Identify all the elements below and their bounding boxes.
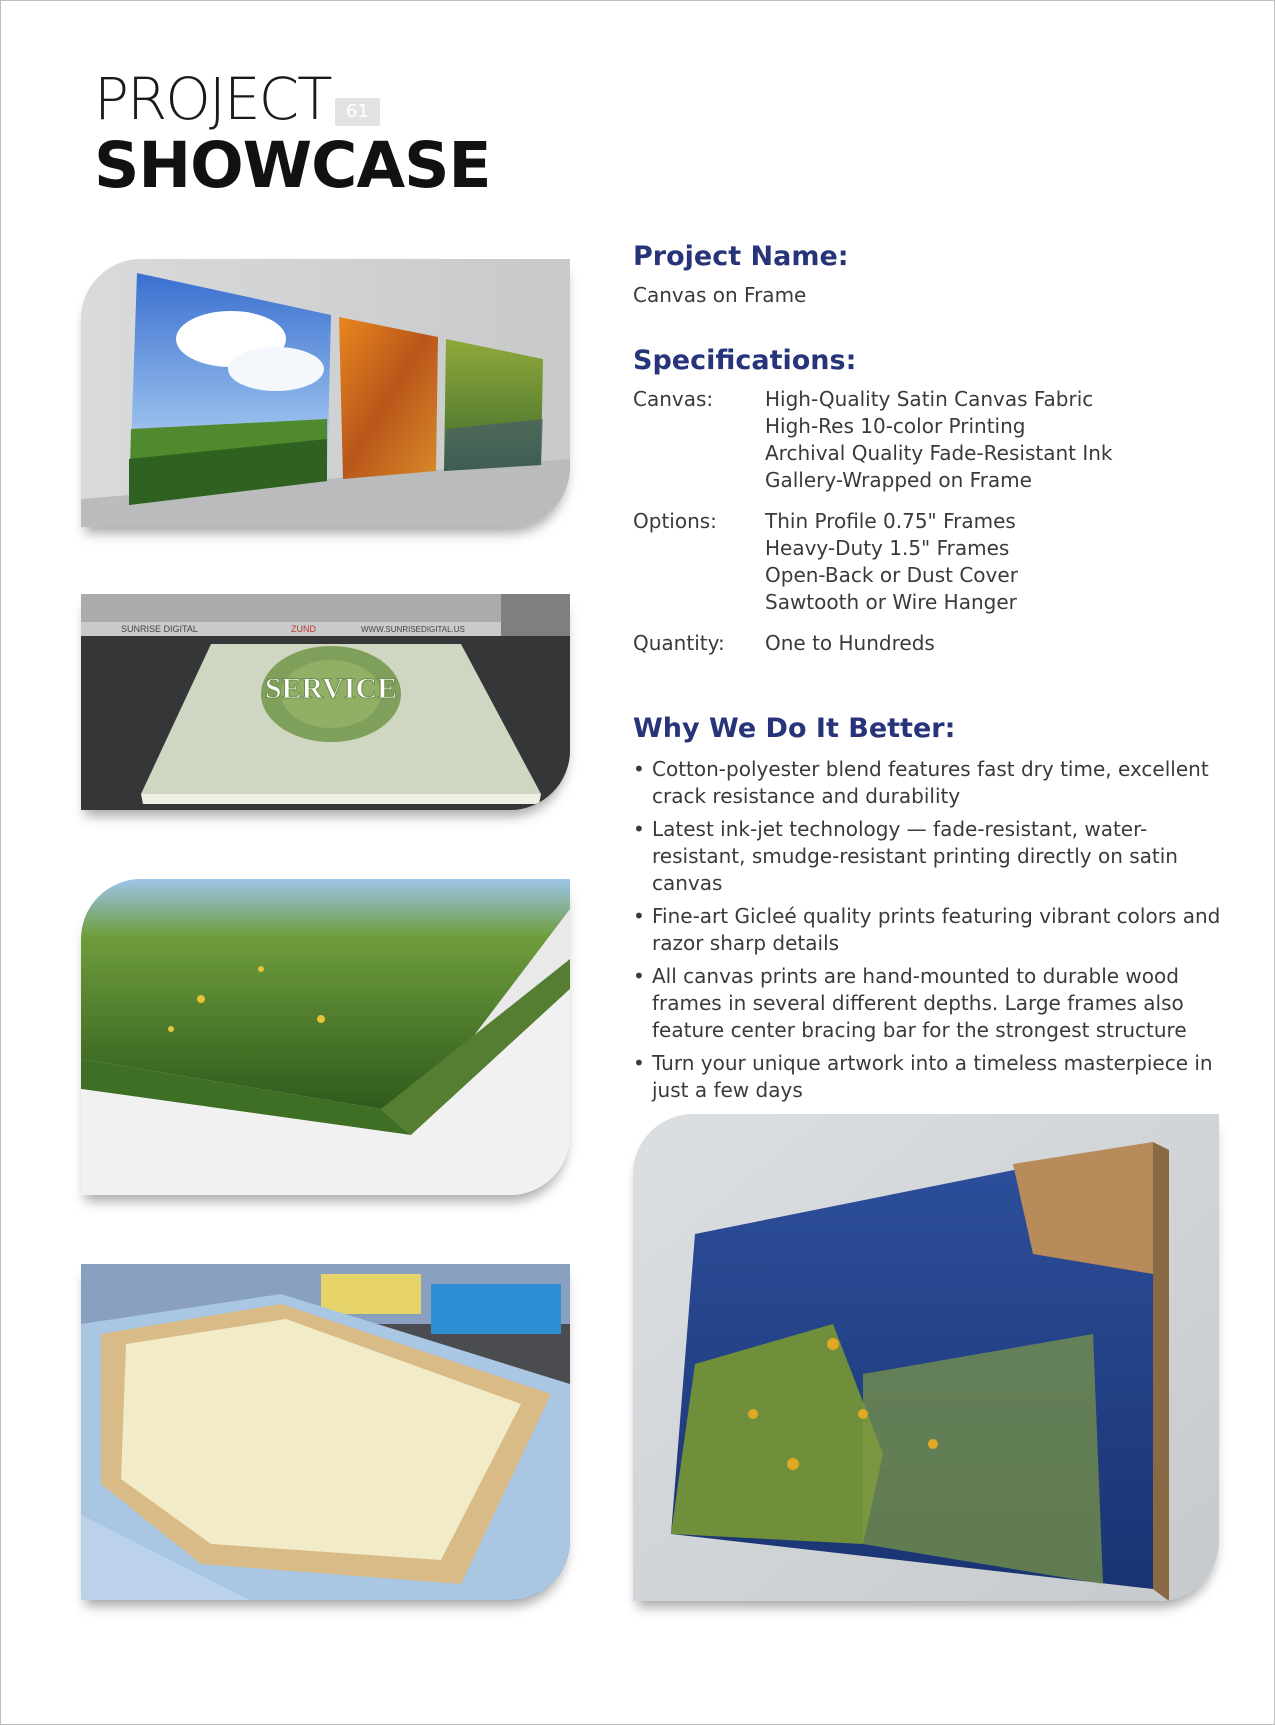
spec-value: High-Quality Satin Canvas Fabric [765, 387, 1094, 411]
photo-canvas-back-frame [81, 1264, 570, 1600]
bullet-item [633, 756, 1223, 810]
machine-url-label: WWW.SUNRISEDIGITAL.US [361, 625, 465, 634]
bullet-text: Latest ink-jet technology — fade-resistant, water-resistant, smudge-resistant printing directly on satin canvas [652, 817, 1178, 895]
spec-value: Thin Profile 0.75" Frames [765, 509, 1016, 533]
spec-value: Sawtooth or Wire Hanger [765, 590, 1017, 614]
machine-brand-label: SUNRISE DIGITAL [121, 624, 198, 634]
project-name-heading: Project Name: [633, 241, 849, 272]
photo-flatbed-printer [81, 594, 570, 810]
why-bullet-list [633, 756, 1223, 1110]
spec-label: Quantity: [633, 631, 725, 655]
bullet-text: Cotton-polyester blend features fast dry time, excellent crack resistance and durability [652, 757, 1209, 808]
spec-value: Archival Quality Fade-Resistant Ink [765, 441, 1113, 465]
bullet-text: Fine-art Gicleé quality prints featuring vibrant colors and razor sharp details [652, 904, 1221, 955]
bullet-text: Turn your unique artwork into a timeless masterpiece in just a few days [652, 1051, 1213, 1102]
machine-label: ZUND [291, 624, 316, 634]
specifications-heading: Specifications: [633, 345, 857, 376]
title-line-1: PROJECT [94, 65, 331, 133]
page-number-badge: 61 [335, 98, 380, 126]
bullet-text: All canvas prints are hand-mounted to durable wood frames in several different depths. Large frames also feature center bracing bar for the strongest structure [652, 964, 1187, 1042]
canvas-service-text: SERVICE [264, 672, 398, 705]
project-name-value: Canvas on Frame [633, 283, 807, 307]
spec-values [765, 386, 1113, 494]
bullet-item [633, 963, 1223, 1044]
spec-value: Heavy-Duty 1.5" Frames [765, 536, 1010, 560]
spec-label: Canvas: [633, 387, 714, 411]
bullet-icon: • [633, 1051, 645, 1075]
bullet-item [633, 1050, 1223, 1104]
bullet-icon: • [633, 964, 645, 988]
spec-value: One to Hundreds [765, 631, 935, 655]
why-heading: Why We Do It Better: [633, 713, 956, 744]
photo-canvas-edge-closeup [81, 879, 570, 1195]
bullet-item [633, 903, 1223, 957]
spec-values [765, 508, 1018, 616]
spec-values [765, 630, 935, 657]
bullet-item [633, 816, 1223, 897]
photo-large-canvas-wall [633, 1114, 1219, 1601]
spec-value: Gallery-Wrapped on Frame [765, 468, 1032, 492]
photo-wall-canvases [81, 259, 570, 527]
bullet-icon: • [633, 904, 645, 928]
title-line-2: SHOWCASE [94, 129, 491, 202]
bullet-icon: • [633, 757, 645, 781]
spec-value: Open-Back or Dust Cover [765, 563, 1018, 587]
spec-label: Options: [633, 509, 717, 533]
spec-value: High-Res 10-color Printing [765, 414, 1026, 438]
bullet-icon: • [633, 817, 645, 841]
